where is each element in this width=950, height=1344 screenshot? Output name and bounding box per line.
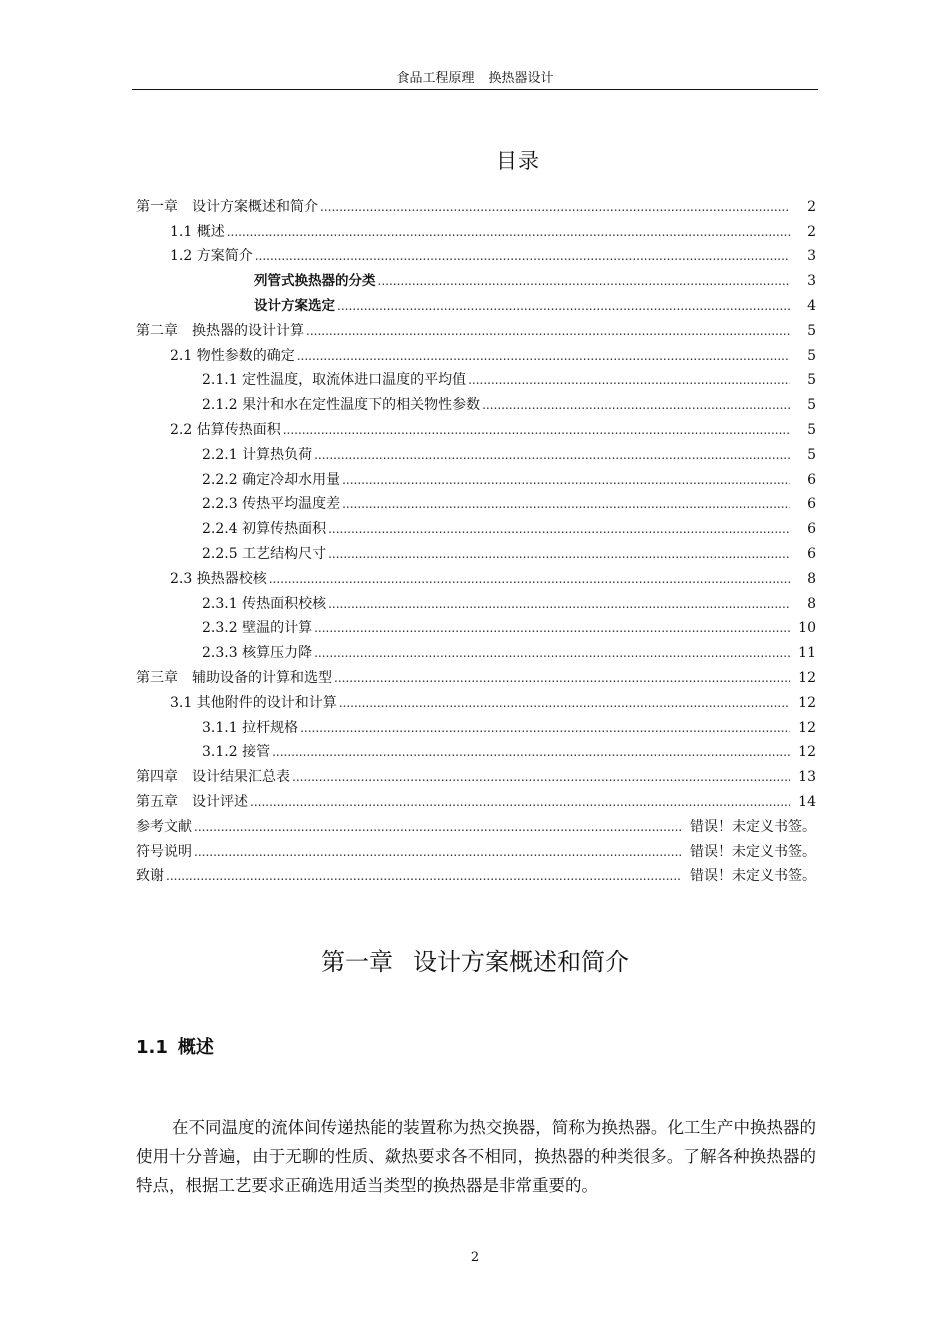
toc-entry[interactable] — [136, 315, 816, 340]
toc-entry[interactable] — [136, 761, 816, 786]
toc-dot-leader — [328, 545, 790, 563]
toc-entry-page: 11 — [798, 645, 816, 662]
toc-entry-page: 5 — [807, 347, 816, 364]
toc-dot-leader — [272, 743, 790, 761]
toc-entry-page: 5 — [807, 397, 816, 414]
toc-dot-leader — [227, 223, 790, 241]
toc-entry-label: 2.1.1 定性温度，取流体进口温度的平均值 — [202, 372, 467, 389]
toc-dot-leader — [283, 421, 790, 439]
chapter-name: 设计方案概述和简介 — [413, 948, 629, 976]
toc-entry-label: 第二章 换热器的设计计算 — [136, 322, 304, 339]
body-paragraph: 在不同温度的流体间传递热能的装置称为热交换器，简称为换热器。化工生产中换热器的使用十分普遍，由于无聊的性质、歘热要求各不相同，换热器的种类很多。了解各种换热器的特点，根据工艺要求正确选用适当类型的换热器是非常重要的。 — [136, 1117, 816, 1195]
toc-entry-label: 第四章 设计结果汇总表 — [136, 769, 290, 786]
toc-entry[interactable] — [136, 563, 816, 588]
toc-dot-leader — [250, 793, 790, 811]
toc-entry-label: 2.3 换热器校核 — [170, 570, 267, 587]
toc-entry-page: 14 — [798, 793, 816, 810]
toc-entry-page: 12 — [798, 694, 816, 711]
toc-entry-label: 2.3.3 核算压力降 — [202, 645, 313, 662]
toc-entry-page: 6 — [807, 521, 816, 538]
toc-entry[interactable] — [136, 216, 816, 241]
toc-entry[interactable] — [136, 712, 816, 737]
toc-entry[interactable] — [136, 265, 816, 290]
toc-entry-page: 2 — [807, 223, 816, 240]
running-header — [132, 70, 818, 88]
toc-entry-page: 6 — [807, 471, 816, 488]
toc-entry[interactable] — [136, 637, 816, 662]
toc-dot-leader — [337, 297, 790, 315]
toc-entry[interactable] — [136, 687, 816, 712]
toc-entry-label: 2.2.1 计算热负荷 — [202, 446, 313, 463]
chapter-number: 第一章 — [321, 948, 393, 976]
toc-entry-label: 2.3.1 传热面积校核 — [202, 595, 327, 612]
table-of-contents — [136, 191, 816, 885]
toc-entry-label: 3.1.2 接管 — [202, 744, 271, 761]
toc-entry-page: 6 — [807, 496, 816, 513]
page-number: 2 — [470, 1250, 480, 1265]
toc-entry[interactable] — [136, 489, 816, 514]
toc-entry-label: 2.3.2 壁温的计算 — [202, 620, 313, 637]
section-title: 概述 — [177, 1037, 214, 1058]
toc-entry-page: 5 — [807, 421, 816, 438]
toc-entry-label: 2.2.5 工艺结构尺寸 — [202, 545, 327, 562]
toc-entry-page: 8 — [807, 570, 816, 587]
toc-entry-label: 1.2 方案简介 — [170, 248, 253, 265]
toc-entry-label: 列管式换热器的分类 — [254, 273, 376, 290]
toc-entry[interactable] — [136, 836, 816, 861]
toc-entry-label: 2.2.2 确定冷却水用量 — [202, 471, 341, 488]
toc-dot-leader — [328, 520, 790, 538]
toc-dot-leader — [166, 867, 682, 885]
toc-entry[interactable] — [136, 613, 816, 638]
toc-entry-page: 错误！未定义书签。 — [690, 868, 816, 885]
toc-dot-leader — [255, 247, 790, 265]
toc-dot-leader — [328, 595, 790, 613]
toc-entry-label: 2.1 物性参数的确定 — [170, 347, 295, 364]
toc-entry-page: 4 — [807, 297, 816, 314]
toc-entry-label: 3.1.1 拉杆规格 — [202, 719, 299, 736]
toc-entry[interactable] — [136, 414, 816, 439]
toc-entry-page: 3 — [807, 248, 816, 265]
toc-entry[interactable] — [136, 588, 816, 613]
header-rule — [132, 89, 818, 90]
toc-entry[interactable] — [136, 811, 816, 836]
toc-dot-leader — [334, 669, 790, 687]
toc-entry-label: 设计方案选定 — [254, 297, 335, 314]
toc-dot-leader — [314, 619, 790, 637]
toc-entry[interactable] — [136, 662, 816, 687]
toc-dot-leader — [378, 272, 791, 290]
toc-dot-leader — [297, 347, 790, 365]
toc-entry-page: 5 — [807, 446, 816, 463]
header-topic: 换热器设计 — [488, 71, 554, 86]
toc-entry[interactable] — [136, 365, 816, 390]
toc-entry-label: 第一章 设计方案概述和简介 — [136, 198, 318, 215]
header-course: 食品工程原理 — [396, 71, 475, 86]
toc-dot-leader — [482, 396, 790, 414]
toc-entry-page: 12 — [798, 669, 816, 686]
toc-entry[interactable] — [136, 191, 816, 216]
toc-entry-page: 错误！未定义书签。 — [690, 843, 816, 860]
toc-entry-page: 6 — [807, 545, 816, 562]
toc-dot-leader — [342, 471, 790, 489]
toc-dot-leader — [468, 371, 790, 389]
toc-dot-leader — [194, 818, 682, 836]
toc-dot-leader — [194, 843, 682, 861]
toc-entry-page: 3 — [807, 273, 816, 290]
toc-entry-label: 2.2.3 传热平均温度差 — [202, 496, 341, 513]
toc-dot-leader — [306, 322, 790, 340]
toc-title: 目录 — [496, 149, 540, 173]
toc-entry[interactable] — [136, 241, 816, 266]
section-heading — [136, 1035, 214, 1061]
toc-dot-leader — [292, 768, 790, 786]
toc-entry-label: 符号说明 — [136, 843, 192, 860]
toc-entry[interactable] — [136, 389, 816, 414]
toc-dot-leader — [300, 719, 790, 737]
toc-entry-label: 2.2.4 初算传热面积 — [202, 521, 327, 538]
toc-dot-leader — [314, 644, 790, 662]
toc-entry-page: 2 — [807, 198, 816, 215]
toc-entry-page: 12 — [798, 719, 816, 736]
toc-dot-leader — [269, 570, 790, 588]
toc-dot-leader — [342, 495, 790, 513]
toc-entry-page: 5 — [807, 372, 816, 389]
toc-entry-page: 13 — [798, 769, 816, 786]
toc-entry-label: 参考文献 — [136, 818, 192, 835]
toc-entry[interactable] — [136, 861, 816, 886]
toc-entry-label: 1.1 概述 — [170, 223, 225, 240]
toc-entry-label: 2.1.2 果汁和水在定性温度下的相关物性参数 — [202, 397, 481, 414]
section-number: 1.1 — [136, 1037, 168, 1058]
toc-entry-page: 8 — [807, 595, 816, 612]
toc-entry[interactable] — [136, 538, 816, 563]
toc-entry[interactable] — [136, 737, 816, 762]
toc-entry-label: 第五章 设计评述 — [136, 793, 248, 810]
toc-dot-leader — [339, 694, 790, 712]
chapter-title — [0, 946, 950, 978]
toc-entry[interactable] — [136, 786, 816, 811]
toc-entry-page: 10 — [798, 620, 816, 637]
toc-entry-page: 12 — [798, 744, 816, 761]
toc-entry[interactable] — [136, 513, 816, 538]
toc-entry[interactable] — [136, 439, 816, 464]
toc-entry-label: 3.1 其他附件的设计和计算 — [170, 694, 337, 711]
toc-dot-leader — [320, 198, 790, 216]
toc-entry-label: 第三章 辅助设备的计算和选型 — [136, 669, 332, 686]
toc-entry[interactable] — [136, 340, 816, 365]
toc-entry-page: 5 — [807, 322, 816, 339]
toc-dot-leader — [314, 446, 790, 464]
toc-entry-label: 2.2 估算传热面积 — [170, 421, 281, 438]
toc-entry-label: 致谢 — [136, 868, 164, 885]
toc-entry[interactable] — [136, 464, 816, 489]
toc-entry-page: 错误！未定义书签。 — [690, 818, 816, 835]
toc-entry[interactable] — [136, 290, 816, 315]
